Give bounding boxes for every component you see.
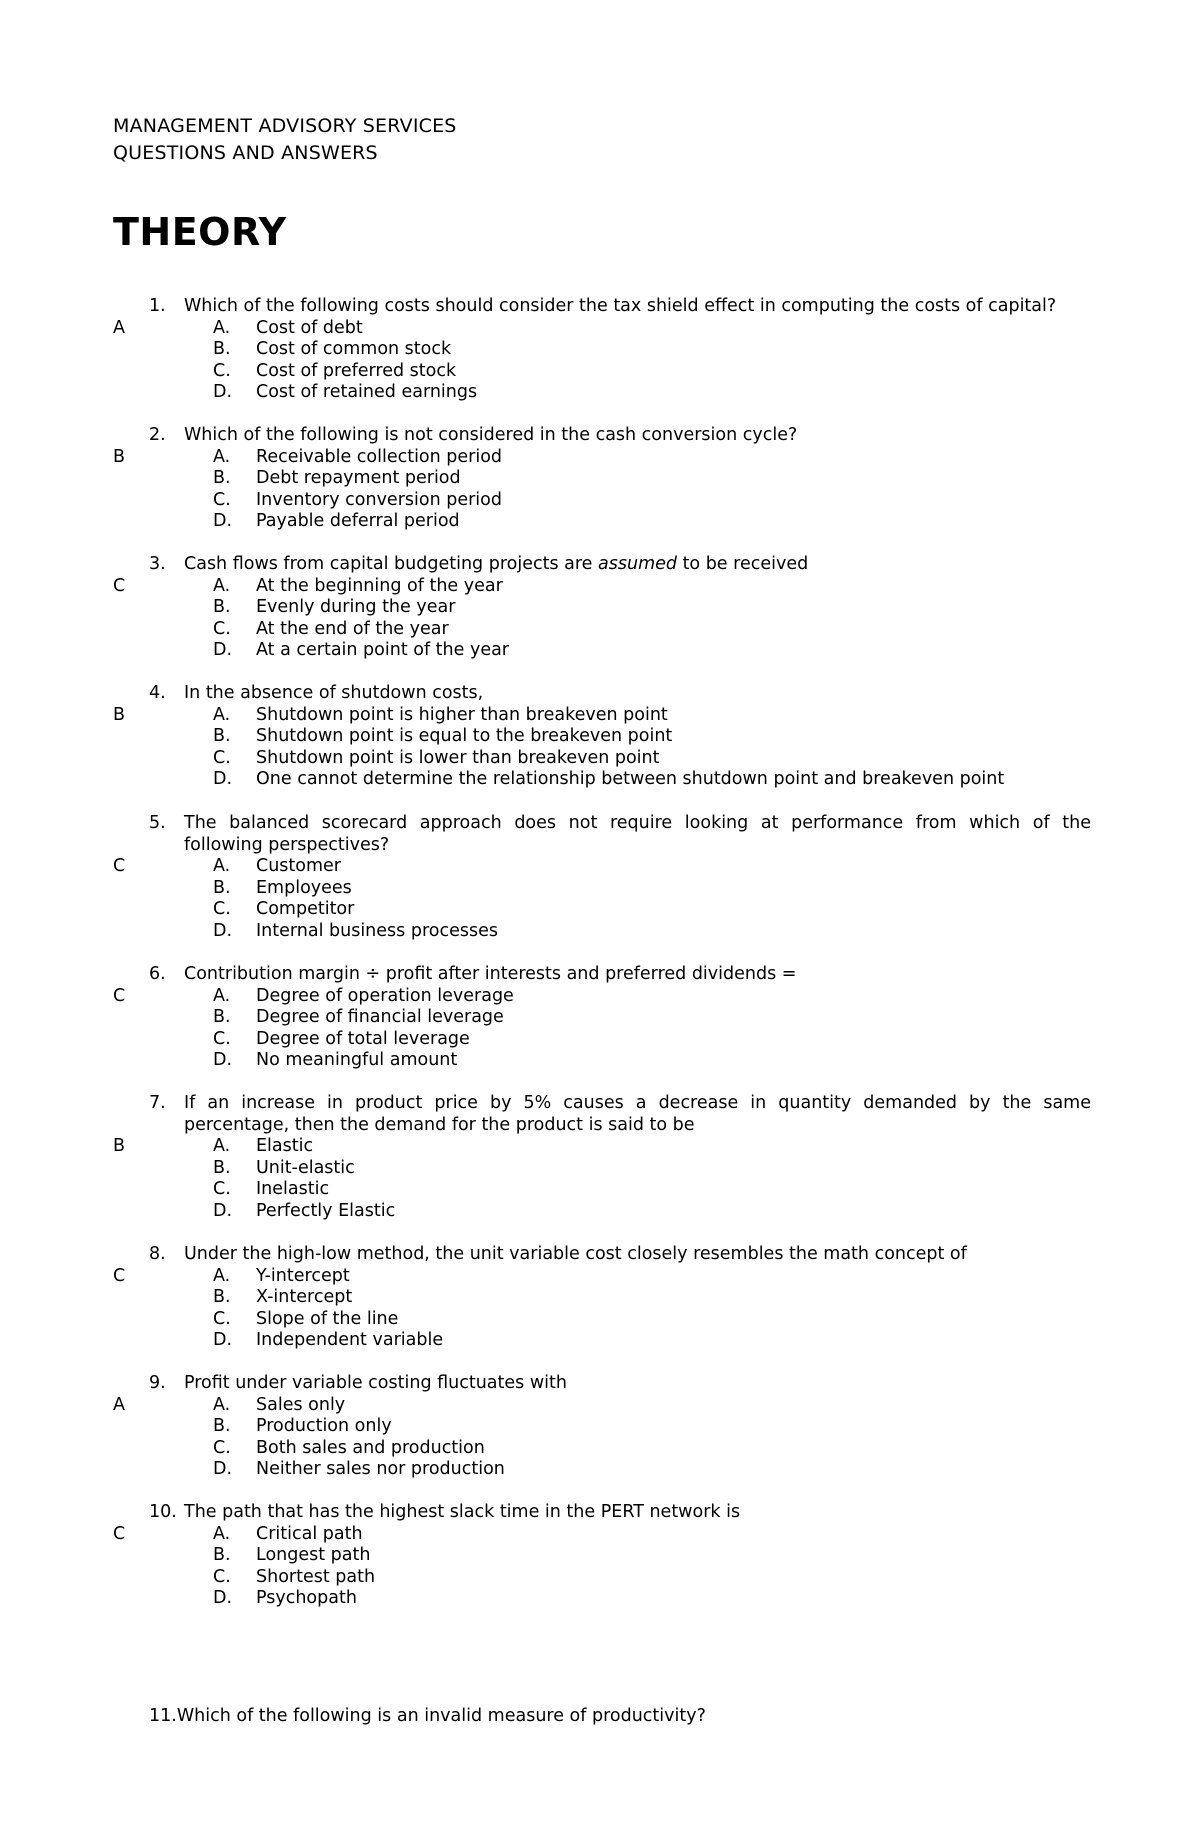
option-text: Cost of common stock bbox=[256, 339, 452, 360]
option-letter: A. bbox=[213, 985, 231, 1006]
option-text: Shortest path bbox=[256, 1566, 376, 1587]
answer-key: C bbox=[113, 985, 126, 1006]
question-stem-continued: following perspectives? bbox=[184, 834, 390, 855]
question-stem-continued: percentage, then the demand for the product is said to be bbox=[184, 1114, 695, 1135]
option-text: Inelastic bbox=[256, 1179, 330, 1200]
question-number: 2. bbox=[149, 425, 166, 445]
option-letter: A. bbox=[213, 856, 231, 877]
document-header-line-1: MANAGEMENT ADVISORY SERVICES bbox=[113, 115, 457, 137]
question-5 bbox=[0, 813, 1200, 943]
option-letter: B. bbox=[213, 877, 231, 898]
option-letter: B. bbox=[213, 1416, 231, 1437]
question-8 bbox=[0, 1244, 1200, 1352]
option-letter: B. bbox=[213, 726, 231, 747]
option-text: Degree of total leverage bbox=[256, 1028, 470, 1049]
option-letter: D. bbox=[213, 920, 233, 941]
option-letter: B. bbox=[213, 339, 231, 360]
answer-key: C bbox=[113, 856, 126, 877]
question-9 bbox=[0, 1373, 1200, 1481]
option-text: Longest path bbox=[256, 1545, 371, 1566]
option-letter: D. bbox=[213, 511, 233, 532]
option-text: At a certain point of the year bbox=[256, 640, 510, 661]
option-letter: C. bbox=[213, 899, 231, 920]
option-text: Unit-elastic bbox=[256, 1157, 355, 1178]
option-text: At the end of the year bbox=[256, 618, 449, 639]
question-6 bbox=[0, 964, 1200, 1072]
question-stem: Which of the following is not considered in the cash conversion cycle? bbox=[184, 425, 798, 445]
option-letter: A. bbox=[213, 1265, 231, 1286]
answer-key: A bbox=[113, 317, 125, 338]
question-10 bbox=[0, 1502, 1200, 1610]
option-text: At the beginning of the year bbox=[256, 575, 503, 596]
question-number: 8. bbox=[149, 1244, 166, 1264]
option-text: Independent variable bbox=[256, 1330, 444, 1351]
option-letter: B. bbox=[213, 468, 231, 489]
question-stem-part: Cash flows from capital budgeting projects are bbox=[184, 554, 599, 574]
option-text: Customer bbox=[256, 856, 342, 877]
question-number: 6. bbox=[149, 964, 166, 984]
option-letter: C. bbox=[213, 360, 231, 381]
option-text: Psychopath bbox=[256, 1588, 357, 1609]
question-number: 1. bbox=[149, 296, 166, 316]
answer-key: B bbox=[113, 704, 126, 725]
option-letter: B. bbox=[213, 597, 231, 618]
option-text: Perfectly Elastic bbox=[256, 1200, 396, 1221]
option-letter: D. bbox=[213, 1330, 233, 1351]
option-letter: C. bbox=[213, 1437, 231, 1458]
option-letter: A. bbox=[213, 1136, 231, 1157]
option-letter: D. bbox=[213, 640, 233, 661]
question-stem: The path that has the highest slack time in the PERT network is bbox=[184, 1502, 741, 1522]
option-text: Cost of debt bbox=[256, 317, 363, 338]
answer-key: C bbox=[113, 1265, 126, 1286]
answer-key: A bbox=[113, 1394, 125, 1415]
answer-key: B bbox=[113, 1136, 126, 1157]
option-text: X-intercept bbox=[256, 1287, 353, 1308]
option-text: Slope of the line bbox=[256, 1308, 399, 1329]
option-letter: D. bbox=[213, 382, 233, 403]
question-stem-emphasis: assumed bbox=[598, 554, 677, 574]
option-text: Shutdown point is equal to the breakeven point bbox=[256, 726, 673, 747]
option-letter: A. bbox=[213, 1394, 231, 1415]
option-letter: C. bbox=[213, 1308, 231, 1329]
option-letter: B. bbox=[213, 1157, 231, 1178]
option-text: Debt repayment period bbox=[256, 468, 461, 489]
option-text: Production only bbox=[256, 1416, 392, 1437]
question-stem: Profit under variable costing fluctuates with bbox=[184, 1373, 567, 1393]
option-text: Cost of preferred stock bbox=[256, 360, 457, 381]
option-letter: D. bbox=[213, 769, 233, 790]
question-stem-part: to be received bbox=[677, 554, 809, 574]
option-letter: C. bbox=[213, 618, 231, 639]
question-stem: Contribution margin ÷ profit after interests and preferred dividends = bbox=[184, 964, 797, 984]
option-text: Shutdown point is higher than breakeven point bbox=[256, 704, 668, 725]
question-7 bbox=[0, 1093, 1200, 1223]
option-letter: D. bbox=[213, 1459, 233, 1480]
question-2 bbox=[0, 425, 1200, 533]
option-letter: A. bbox=[213, 704, 231, 725]
option-text: Employees bbox=[256, 877, 352, 898]
option-text: Internal business processes bbox=[256, 920, 498, 941]
question-stem: 11.Which of the following is an invalid measure of productivity? bbox=[149, 1706, 706, 1726]
option-letter: C. bbox=[213, 489, 231, 510]
option-letter: D. bbox=[213, 1588, 233, 1609]
answer-key: C bbox=[113, 575, 126, 596]
question-stem: Under the high-low method, the unit variable cost closely resembles the math concept of bbox=[184, 1244, 967, 1264]
question-3 bbox=[0, 554, 1200, 662]
option-text: Shutdown point is lower than breakeven point bbox=[256, 747, 660, 768]
option-letter: A. bbox=[213, 1523, 231, 1544]
answer-key: C bbox=[113, 1523, 126, 1544]
option-text: Degree of operation leverage bbox=[256, 985, 514, 1006]
option-text: Elastic bbox=[256, 1136, 314, 1157]
question-stem bbox=[184, 554, 1091, 576]
option-text: Evenly during the year bbox=[256, 597, 456, 618]
question-number: 7. bbox=[149, 1093, 166, 1113]
question-number: 9. bbox=[149, 1373, 166, 1393]
option-text: One cannot determine the relationship between shutdown point and breakeven point bbox=[256, 769, 1005, 790]
option-text: Sales only bbox=[256, 1394, 346, 1415]
option-text: Receivable collection period bbox=[256, 446, 503, 467]
question-stem: Which of the following costs should consider the tax shield effect in computing the costs of capital? bbox=[184, 296, 1057, 316]
option-letter: C. bbox=[213, 747, 231, 768]
question-11 bbox=[0, 1706, 1200, 1728]
option-text: Inventory conversion period bbox=[256, 489, 502, 510]
question-number: 5. bbox=[149, 813, 166, 833]
option-letter: C. bbox=[213, 1179, 231, 1200]
option-letter: B. bbox=[213, 1287, 231, 1308]
option-text: Critical path bbox=[256, 1523, 363, 1544]
option-text: Cost of retained earnings bbox=[256, 382, 478, 403]
document-header-line-2: QUESTIONS AND ANSWERS bbox=[113, 142, 378, 164]
option-letter: D. bbox=[213, 1050, 233, 1071]
option-text: Degree of financial leverage bbox=[256, 1007, 504, 1028]
option-text: Competitor bbox=[256, 899, 355, 920]
option-letter: C. bbox=[213, 1566, 231, 1587]
option-letter: A. bbox=[213, 317, 231, 338]
option-text: Payable deferral period bbox=[256, 511, 460, 532]
question-number: 4. bbox=[149, 683, 166, 703]
option-text: Both sales and production bbox=[256, 1437, 485, 1458]
option-letter: C. bbox=[213, 1028, 231, 1049]
answer-key: B bbox=[113, 446, 126, 467]
option-text: No meaningful amount bbox=[256, 1050, 458, 1071]
option-letter: B. bbox=[213, 1545, 231, 1566]
option-text: Neither sales nor production bbox=[256, 1459, 505, 1480]
option-letter: B. bbox=[213, 1007, 231, 1028]
question-stem: In the absence of shutdown costs, bbox=[184, 683, 484, 703]
section-title: THEORY bbox=[113, 210, 287, 254]
question-number: 3. bbox=[149, 554, 166, 574]
question-number: 10. bbox=[149, 1502, 177, 1522]
question-stem: The balanced scorecard approach does not require looking at performance from which of the bbox=[184, 813, 1091, 833]
option-text: Y-intercept bbox=[256, 1265, 350, 1286]
option-letter: A. bbox=[213, 446, 231, 467]
question-4 bbox=[0, 683, 1200, 791]
question-stem: If an increase in product price by 5% causes a decrease in quantity demanded by the same bbox=[184, 1093, 1091, 1113]
option-letter: D. bbox=[213, 1200, 233, 1221]
question-1 bbox=[0, 296, 1200, 404]
option-letter: A. bbox=[213, 575, 231, 596]
